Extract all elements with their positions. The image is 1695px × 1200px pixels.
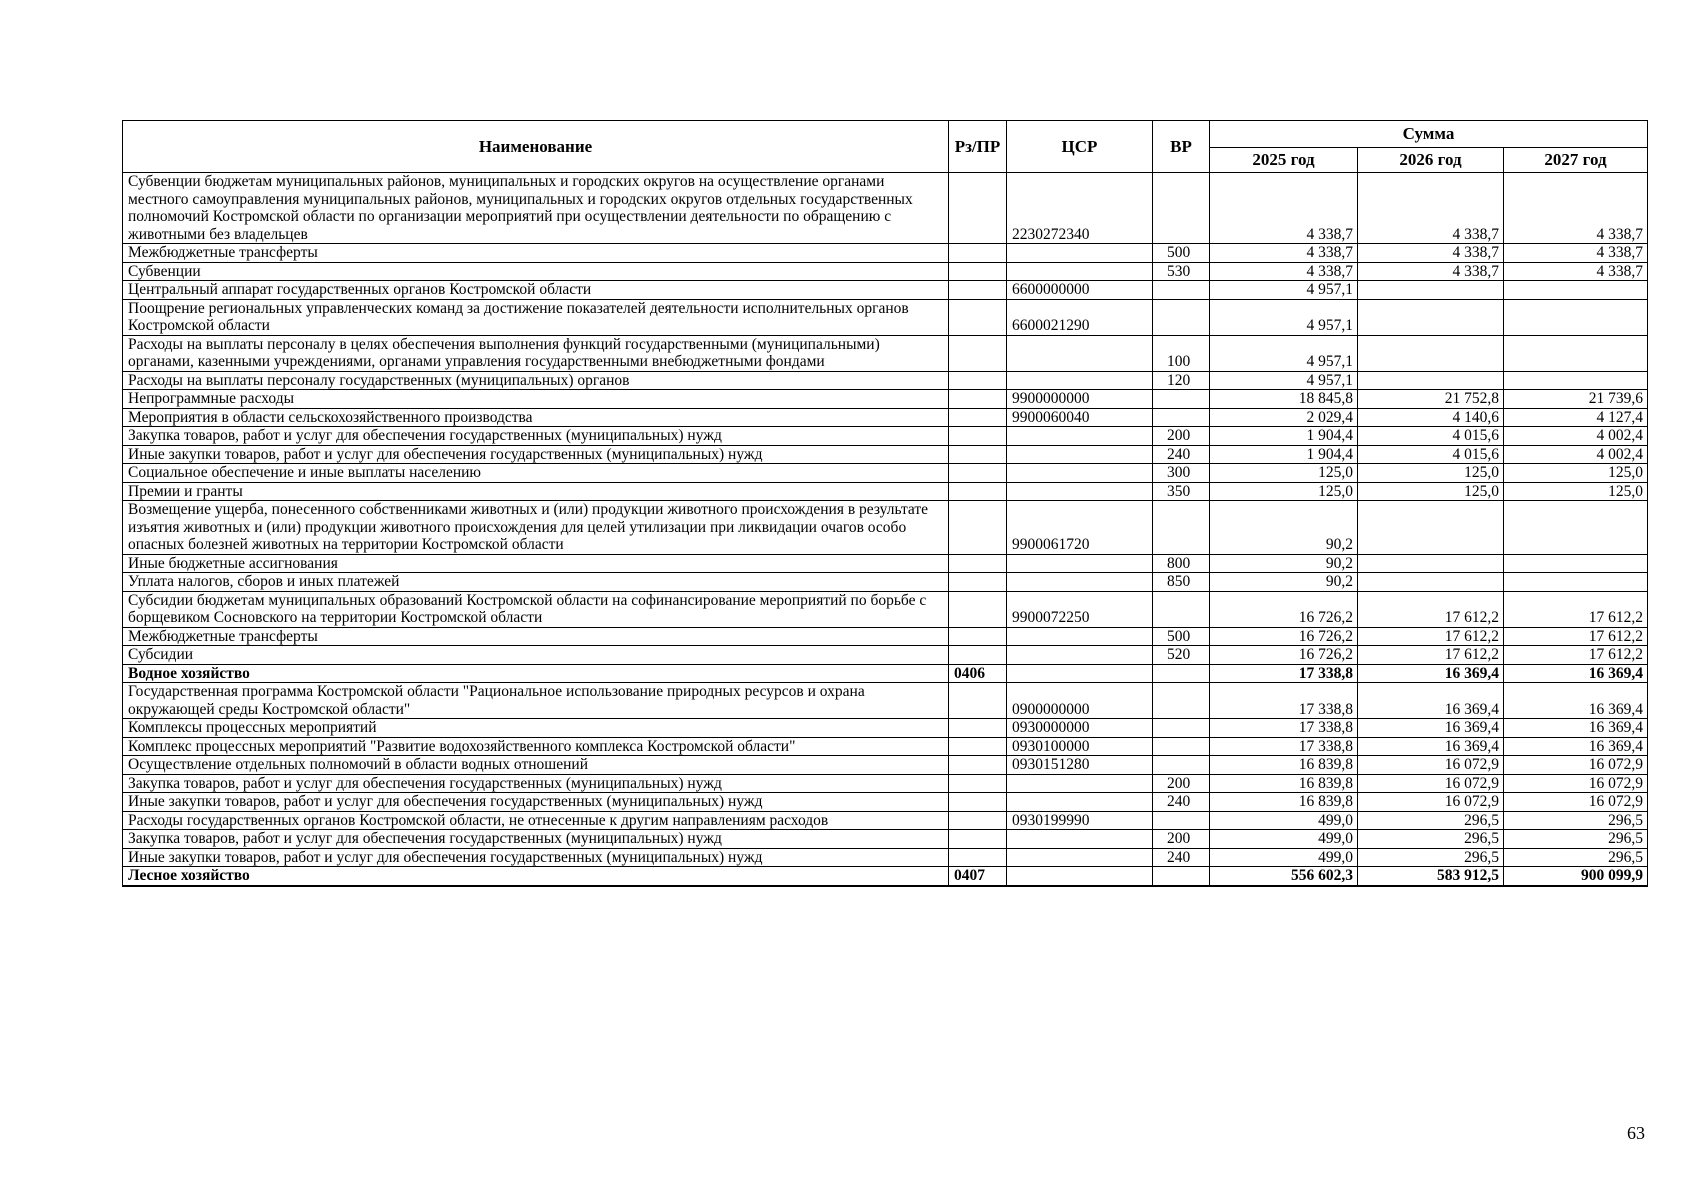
table-row [123, 774, 1648, 793]
cell-csr [1007, 664, 1153, 683]
cell-2025: 16 726,2 [1210, 627, 1358, 646]
cell-name: Лесное хозяйство [123, 867, 949, 886]
cell-rz [949, 371, 1007, 390]
cell-rz [949, 719, 1007, 738]
cell-2027: 16 072,9 [1504, 756, 1648, 775]
table-row [123, 646, 1648, 665]
cell-csr [1007, 774, 1153, 793]
table-header [123, 121, 1648, 173]
cell-rz [949, 554, 1007, 573]
header-year-2027: 2027 год [1504, 148, 1648, 173]
cell-csr: 9900060040 [1007, 408, 1153, 427]
cell-csr: 0900000000 [1007, 683, 1153, 719]
table-row [123, 627, 1648, 646]
cell-2027: 296,5 [1504, 848, 1648, 867]
header-sum: Сумма [1210, 121, 1648, 148]
cell-name: Иные закупки товаров, работ и услуг для обеспечения государственных (муниципальных) нужд [123, 848, 949, 867]
table-row [123, 867, 1648, 886]
cell-rz [949, 244, 1007, 263]
cell-2025: 499,0 [1210, 811, 1358, 830]
cell-name: Расходы государственных органов Костромской области, не отнесенные к другим направлениям расходов [123, 811, 949, 830]
table-row [123, 501, 1648, 555]
table-row [123, 591, 1648, 627]
cell-2026: 296,5 [1358, 811, 1504, 830]
cell-2026: 16 072,9 [1358, 793, 1504, 812]
cell-vr [1153, 756, 1210, 775]
cell-2026: 296,5 [1358, 848, 1504, 867]
cell-rz [949, 335, 1007, 371]
cell-2025: 2 029,4 [1210, 408, 1358, 427]
table-row [123, 793, 1648, 812]
cell-csr: 9900061720 [1007, 501, 1153, 555]
cell-2026: 16 072,9 [1358, 774, 1504, 793]
cell-name: Комплекс процессных мероприятий "Развитие водохозяйственного комплекса Костромской области" [123, 737, 949, 756]
cell-rz: 0406 [949, 664, 1007, 683]
cell-vr: 240 [1153, 445, 1210, 464]
cell-vr: 850 [1153, 573, 1210, 592]
cell-name: Иные бюджетные ассигнования [123, 554, 949, 573]
cell-2027: 17 612,2 [1504, 627, 1648, 646]
cell-2025: 4 338,7 [1210, 244, 1358, 263]
cell-name: Закупка товаров, работ и услуг для обеспечения государственных (муниципальных) нужд [123, 830, 949, 849]
cell-vr [1153, 299, 1210, 335]
cell-2026: 4 015,6 [1358, 427, 1504, 446]
cell-2026 [1358, 573, 1504, 592]
cell-2026: 4 015,6 [1358, 445, 1504, 464]
table-row [123, 811, 1648, 830]
cell-2027: 17 612,2 [1504, 591, 1648, 627]
cell-2026 [1358, 501, 1504, 555]
table-row [123, 554, 1648, 573]
cell-vr: 200 [1153, 830, 1210, 849]
header-name: Наименование [123, 121, 949, 173]
cell-2025: 4 338,7 [1210, 262, 1358, 281]
cell-2027: 16 072,9 [1504, 774, 1648, 793]
cell-2026: 17 612,2 [1358, 646, 1504, 665]
cell-csr [1007, 445, 1153, 464]
cell-2025: 90,2 [1210, 573, 1358, 592]
cell-name: Социальное обеспечение и иные выплаты населению [123, 464, 949, 483]
cell-vr [1153, 501, 1210, 555]
cell-name: Расходы на выплаты персоналу в целях обеспечения выполнения функций государственными (муниципальными) органами, казенными учреждениями, органами управления государственными внебюджетными фондами [123, 335, 949, 371]
cell-2025: 18 845,8 [1210, 390, 1358, 409]
cell-name: Расходы на выплаты персоналу государственных (муниципальных) органов [123, 371, 949, 390]
cell-csr [1007, 867, 1153, 886]
cell-2027: 16 369,4 [1504, 737, 1648, 756]
cell-2026: 4 338,7 [1358, 173, 1504, 244]
cell-2025: 17 338,8 [1210, 737, 1358, 756]
cell-rz [949, 482, 1007, 501]
cell-name: Непрограммные расходы [123, 390, 949, 409]
cell-name: Осуществление отдельных полномочий в области водных отношений [123, 756, 949, 775]
cell-csr [1007, 646, 1153, 665]
cell-2026: 17 612,2 [1358, 627, 1504, 646]
cell-csr: 0930000000 [1007, 719, 1153, 738]
cell-name: Уплата налогов, сборов и иных платежей [123, 573, 949, 592]
cell-rz [949, 390, 1007, 409]
cell-2027 [1504, 554, 1648, 573]
cell-vr [1153, 173, 1210, 244]
cell-rz [949, 737, 1007, 756]
cell-2025: 16 839,8 [1210, 793, 1358, 812]
cell-name: Поощрение региональных управленческих команд за достижение показателей деятельности исполнительных органов Костромской области [123, 299, 949, 335]
cell-vr [1153, 408, 1210, 427]
cell-vr [1153, 281, 1210, 300]
cell-csr: 2230272340 [1007, 173, 1153, 244]
cell-vr: 350 [1153, 482, 1210, 501]
table-row [123, 445, 1648, 464]
table-row [123, 464, 1648, 483]
cell-vr: 200 [1153, 427, 1210, 446]
cell-csr [1007, 482, 1153, 501]
cell-2025: 4 338,7 [1210, 173, 1358, 244]
cell-vr [1153, 811, 1210, 830]
cell-2027: 21 739,6 [1504, 390, 1648, 409]
cell-2025: 16 839,8 [1210, 756, 1358, 775]
cell-rz [949, 683, 1007, 719]
cell-vr [1153, 867, 1210, 886]
cell-vr [1153, 719, 1210, 738]
cell-name: Субсидии [123, 646, 949, 665]
cell-2027 [1504, 371, 1648, 390]
cell-2027: 900 099,9 [1504, 867, 1648, 886]
cell-name: Иные закупки товаров, работ и услуг для обеспечения государственных (муниципальных) нужд [123, 793, 949, 812]
cell-name: Субвенции [123, 262, 949, 281]
cell-csr: 9900000000 [1007, 390, 1153, 409]
cell-2025: 4 957,1 [1210, 281, 1358, 300]
cell-csr [1007, 554, 1153, 573]
table-row [123, 299, 1648, 335]
cell-vr: 100 [1153, 335, 1210, 371]
cell-name: Межбюджетные трансферты [123, 244, 949, 263]
cell-vr: 200 [1153, 774, 1210, 793]
table-row [123, 408, 1648, 427]
cell-vr: 530 [1153, 262, 1210, 281]
cell-2027: 4 338,7 [1504, 173, 1648, 244]
cell-rz [949, 591, 1007, 627]
cell-rz: 0407 [949, 867, 1007, 886]
cell-2026 [1358, 371, 1504, 390]
cell-vr: 120 [1153, 371, 1210, 390]
cell-2025: 90,2 [1210, 554, 1358, 573]
cell-vr: 300 [1153, 464, 1210, 483]
cell-2025: 16 726,2 [1210, 591, 1358, 627]
cell-2026: 4 140,6 [1358, 408, 1504, 427]
cell-2026: 16 369,4 [1358, 664, 1504, 683]
cell-vr: 500 [1153, 244, 1210, 263]
cell-rz [949, 281, 1007, 300]
cell-name: Закупка товаров, работ и услуг для обеспечения государственных (муниципальных) нужд [123, 427, 949, 446]
cell-2025: 499,0 [1210, 848, 1358, 867]
cell-2027 [1504, 573, 1648, 592]
table-row [123, 335, 1648, 371]
cell-csr [1007, 573, 1153, 592]
table-row [123, 244, 1648, 263]
cell-rz [949, 646, 1007, 665]
table-row [123, 830, 1648, 849]
cell-rz [949, 408, 1007, 427]
cell-2026: 296,5 [1358, 830, 1504, 849]
cell-2025: 16 839,8 [1210, 774, 1358, 793]
header-csr: ЦСР [1007, 121, 1153, 173]
table-body [123, 173, 1648, 886]
cell-name: Возмещение ущерба, понесенного собственниками животных и (или) продукции животного происхождения в результате изъятия животных и (или) продукции животного происхождения для целей утилизации при ликвидации очагов особо опасных болезней животных на территории Костромской области [123, 501, 949, 555]
cell-name: Комплексы процессных мероприятий [123, 719, 949, 738]
cell-2027: 16 369,4 [1504, 683, 1648, 719]
cell-vr [1153, 390, 1210, 409]
cell-2025: 17 338,8 [1210, 664, 1358, 683]
cell-2026: 16 369,4 [1358, 683, 1504, 719]
header-year-2025: 2025 год [1210, 148, 1358, 173]
cell-2027: 16 369,4 [1504, 664, 1648, 683]
cell-2025: 17 338,8 [1210, 683, 1358, 719]
cell-csr: 9900072250 [1007, 591, 1153, 627]
cell-vr [1153, 664, 1210, 683]
cell-2027: 16 369,4 [1504, 719, 1648, 738]
cell-rz [949, 501, 1007, 555]
cell-2025: 4 957,1 [1210, 299, 1358, 335]
cell-2026: 16 369,4 [1358, 737, 1504, 756]
table-row [123, 737, 1648, 756]
cell-2026: 17 612,2 [1358, 591, 1504, 627]
cell-csr: 0930100000 [1007, 737, 1153, 756]
cell-2025: 90,2 [1210, 501, 1358, 555]
budget-table [122, 120, 1648, 887]
table-row [123, 719, 1648, 738]
cell-rz [949, 427, 1007, 446]
table-row [123, 664, 1648, 683]
cell-rz [949, 793, 1007, 812]
cell-2025: 125,0 [1210, 482, 1358, 501]
table-row [123, 573, 1648, 592]
cell-2026 [1358, 299, 1504, 335]
cell-2026: 125,0 [1358, 482, 1504, 501]
header-vr: ВР [1153, 121, 1210, 173]
table-row [123, 281, 1648, 300]
cell-rz [949, 811, 1007, 830]
cell-2027 [1504, 281, 1648, 300]
cell-csr [1007, 244, 1153, 263]
table-row [123, 390, 1648, 409]
cell-rz [949, 445, 1007, 464]
cell-csr [1007, 830, 1153, 849]
cell-csr [1007, 464, 1153, 483]
cell-2027: 4 338,7 [1504, 244, 1648, 263]
cell-rz [949, 299, 1007, 335]
cell-2026 [1358, 281, 1504, 300]
cell-2025: 4 957,1 [1210, 335, 1358, 371]
cell-2026: 21 752,8 [1358, 390, 1504, 409]
cell-2025: 1 904,4 [1210, 427, 1358, 446]
cell-2026: 16 072,9 [1358, 756, 1504, 775]
cell-name: Государственная программа Костромской области "Рациональное использование природных ресурсов и охрана окружающей среды Костромской области" [123, 683, 949, 719]
cell-2025: 4 957,1 [1210, 371, 1358, 390]
cell-vr: 240 [1153, 793, 1210, 812]
cell-csr: 6600000000 [1007, 281, 1153, 300]
table-row [123, 482, 1648, 501]
header-rz: Рз/ПР [949, 121, 1007, 173]
cell-csr [1007, 427, 1153, 446]
cell-2027: 4 002,4 [1504, 427, 1648, 446]
cell-rz [949, 464, 1007, 483]
cell-2027: 4 127,4 [1504, 408, 1648, 427]
cell-csr [1007, 262, 1153, 281]
cell-name: Премии и гранты [123, 482, 949, 501]
cell-vr [1153, 683, 1210, 719]
cell-2025: 1 904,4 [1210, 445, 1358, 464]
cell-rz [949, 262, 1007, 281]
cell-name: Мероприятия в области сельскохозяйственного производства [123, 408, 949, 427]
page-number: 63 [1627, 1123, 1645, 1143]
cell-vr: 520 [1153, 646, 1210, 665]
cell-2025: 125,0 [1210, 464, 1358, 483]
cell-2026: 125,0 [1358, 464, 1504, 483]
cell-rz [949, 848, 1007, 867]
table-row [123, 173, 1648, 244]
cell-csr: 0930199990 [1007, 811, 1153, 830]
cell-name: Центральный аппарат государственных органов Костромской области [123, 281, 949, 300]
cell-2025: 556 602,3 [1210, 867, 1358, 886]
cell-2027: 4 338,7 [1504, 262, 1648, 281]
cell-rz [949, 756, 1007, 775]
cell-2027: 125,0 [1504, 464, 1648, 483]
cell-name: Субвенции бюджетам муниципальных районов, муниципальных и городских округов на осуществление органами местного самоуправления муниципальных районов, муниципальных и городских округов отдельных государственных полномочий Костромской области по организации мероприятий при осуществлении деятельности по обращению с животными без владельцев [123, 173, 949, 244]
cell-2026: 4 338,7 [1358, 244, 1504, 263]
cell-2027: 17 612,2 [1504, 646, 1648, 665]
cell-2025: 16 726,2 [1210, 646, 1358, 665]
cell-vr [1153, 591, 1210, 627]
cell-name: Закупка товаров, работ и услуг для обеспечения государственных (муниципальных) нужд [123, 774, 949, 793]
table-row [123, 756, 1648, 775]
cell-name: Иные закупки товаров, работ и услуг для обеспечения государственных (муниципальных) нужд [123, 445, 949, 464]
cell-rz [949, 173, 1007, 244]
cell-vr: 500 [1153, 627, 1210, 646]
cell-csr [1007, 627, 1153, 646]
cell-2026: 583 912,5 [1358, 867, 1504, 886]
cell-vr [1153, 737, 1210, 756]
cell-name: Водное хозяйство [123, 664, 949, 683]
cell-rz [949, 830, 1007, 849]
cell-rz [949, 774, 1007, 793]
cell-2026 [1358, 335, 1504, 371]
cell-name: Межбюджетные трансферты [123, 627, 949, 646]
cell-2027: 296,5 [1504, 811, 1648, 830]
cell-2027: 4 002,4 [1504, 445, 1648, 464]
cell-rz [949, 573, 1007, 592]
cell-2027: 16 072,9 [1504, 793, 1648, 812]
cell-2027: 125,0 [1504, 482, 1648, 501]
cell-vr: 240 [1153, 848, 1210, 867]
cell-2027 [1504, 299, 1648, 335]
cell-csr [1007, 371, 1153, 390]
table-row [123, 371, 1648, 390]
table-row [123, 262, 1648, 281]
cell-csr: 6600021290 [1007, 299, 1153, 335]
cell-2026 [1358, 554, 1504, 573]
cell-rz [949, 627, 1007, 646]
cell-csr: 0930151280 [1007, 756, 1153, 775]
table-row [123, 848, 1648, 867]
cell-2025: 499,0 [1210, 830, 1358, 849]
table-row [123, 427, 1648, 446]
cell-2025: 17 338,8 [1210, 719, 1358, 738]
table-row [123, 683, 1648, 719]
cell-2027 [1504, 335, 1648, 371]
cell-csr [1007, 848, 1153, 867]
cell-name: Субсидии бюджетам муниципальных образований Костромской области на софинансирование мероприятий по борьбе с борщевиком Сосновского на территории Костромской области [123, 591, 949, 627]
cell-2026: 4 338,7 [1358, 262, 1504, 281]
cell-csr [1007, 793, 1153, 812]
header-year-2026: 2026 год [1358, 148, 1504, 173]
cell-2027 [1504, 501, 1648, 555]
cell-vr: 800 [1153, 554, 1210, 573]
cell-2026: 16 369,4 [1358, 719, 1504, 738]
cell-csr [1007, 335, 1153, 371]
cell-2027: 296,5 [1504, 830, 1648, 849]
